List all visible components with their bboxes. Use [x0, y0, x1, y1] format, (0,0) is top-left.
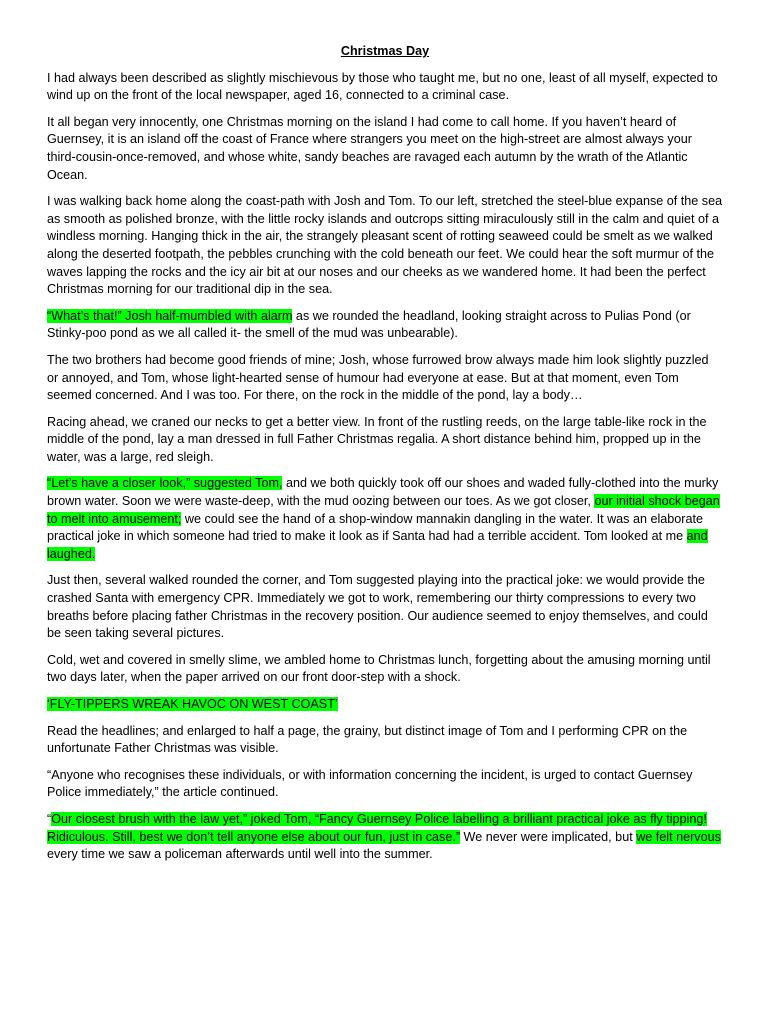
paragraph-text: we could see the hand of a shop-window mannakin dangling in the water. It was an elaborate practical joke in which someone had tried to make it look as if Santa had had a terrible accident. Tom looked at me: [47, 511, 703, 544]
paragraph-12: “Anyone who recognises these individuals, or with information concerning the incident, is urged to contact Guernsey Police immediately,” the article continued.: [47, 767, 693, 800]
highlighted-text: and laughed.: [47, 529, 708, 561]
paragraph-text: We never were implicated, but: [460, 829, 637, 844]
paragraph-text: as we rounded the headland, looking straight across to Pulias Pond (or Stinky-poo pond as we all called it- the smell of the mud was unbearable).: [47, 308, 691, 341]
paragraph-6: Racing ahead, we craned our necks to get a better view. In front of the rustling reeds, on the large table-like rock in the middle of the pond, lay a man dressed in full Father Christmas regalia. A short distance behind him, propped up in the water, was a large, red sleigh.: [47, 414, 707, 464]
paragraph-1: I had always been described as slightly mischievous by those who taught me, but no one, least of all myself, expected to wind up on the front of the local newspaper, aged 16, connected to a criminal case.: [47, 70, 718, 103]
paragraph-11: Read the headlines; and enlarged to half a page, the grainy, but distinct image of Tom and I performing CPR on the unfortunate Father Christmas was visible.: [47, 723, 688, 756]
paragraph-text: “: [47, 811, 52, 826]
paragraph-text: every time we saw a policeman afterwards until well into the summer.: [47, 847, 433, 862]
highlighted-text: “Let’s have a closer look,” suggested Tom,: [47, 476, 283, 491]
paragraph-text: and we both quickly took off our shoes and waded fully-clothed into the murky brown water. Soon we were waste-deep, with the mud oozing between our toes. As we got closer,: [47, 476, 719, 509]
paragraph-4: [47, 308, 723, 343]
highlighted-text: we felt nervous: [636, 829, 721, 844]
paragraph-8: Just then, several walked rounded the corner, and Tom suggested playing into the practical joke: we would provide the crashed Santa with emergency CPR. Immediately we got to work, remembering our thirty compressions to every two breaths before placing father Christmas in the recovery position. Our audience seemed to enjoy themselves, and could be seen taking several pictures.: [47, 573, 708, 641]
highlighted-text: our initial shock began to melt into amusement;: [47, 494, 720, 526]
highlighted-text: Our closest brush with the law yet,” joked Tom, “Fancy Guernsey Police labelling a brilliant practical joke as fly tipping! Ridiculous. Still, best we don’t tell anyone else about our fun, just in case.”: [47, 811, 707, 844]
document-title: Christmas Day: [340, 44, 430, 58]
paragraph-2: It all began very innocently, one Christmas morning on the island I had come to call home. If you haven’t heard of Guernsey, it is an island off the coast of France where strangers you meet on the high-street are almost always your third-cousin-once-removed, and whose white, sandy beaches are ravaged each autumn by the wrath of the Atlantic Ocean.: [47, 114, 692, 182]
paragraph-13: [47, 811, 723, 864]
paragraph-5: The two brothers had become good friends of mine; Josh, whose furrowed brow always made him look slightly puzzled or annoyed, and Tom, whose light-hearted sense of humour had everyone at ease. But at that moment, even Tom seemed concerned. And I was too. For there, on the rock in the middle of the pond, lay a body…: [47, 352, 709, 403]
paragraph-10: [47, 696, 723, 714]
paragraph-3: I was walking back home along the coast-path with Josh and Tom. To our left, stretched the steel-blue expanse of the sea as smooth as polished bronze, with the little rocky islands and outcrops sitting miraculously still in the calm and quiet of a windless morning. Hanging thick in the air, the strangely pleasant scent of rotting seaweed could be smelt as we walked along the deserted footpath, the pebbles crunching with the cold beneath our feet. We could hear the soft murmur of the waves lapping the rocks and the icy air bit at our noses and our cheeks as we wandered home. It had been the perfect Christmas morning for our traditional dip in the sea.: [47, 194, 723, 297]
document-page: [47, 43, 723, 873]
paragraph-7: [47, 475, 723, 563]
paragraph-9: Cold, wet and covered in smelly slime, we ambled home to Christmas lunch, forgetting about the amusing morning until two days later, when the paper arrived on our front door-step with a shock.: [47, 652, 711, 685]
headline-highlight: ‘FLY-TIPPERS WREAK HAVOC ON WEST COAST’: [47, 697, 338, 711]
highlighted-text: “What’s that!” Josh half-mumbled with alarm: [47, 308, 293, 323]
